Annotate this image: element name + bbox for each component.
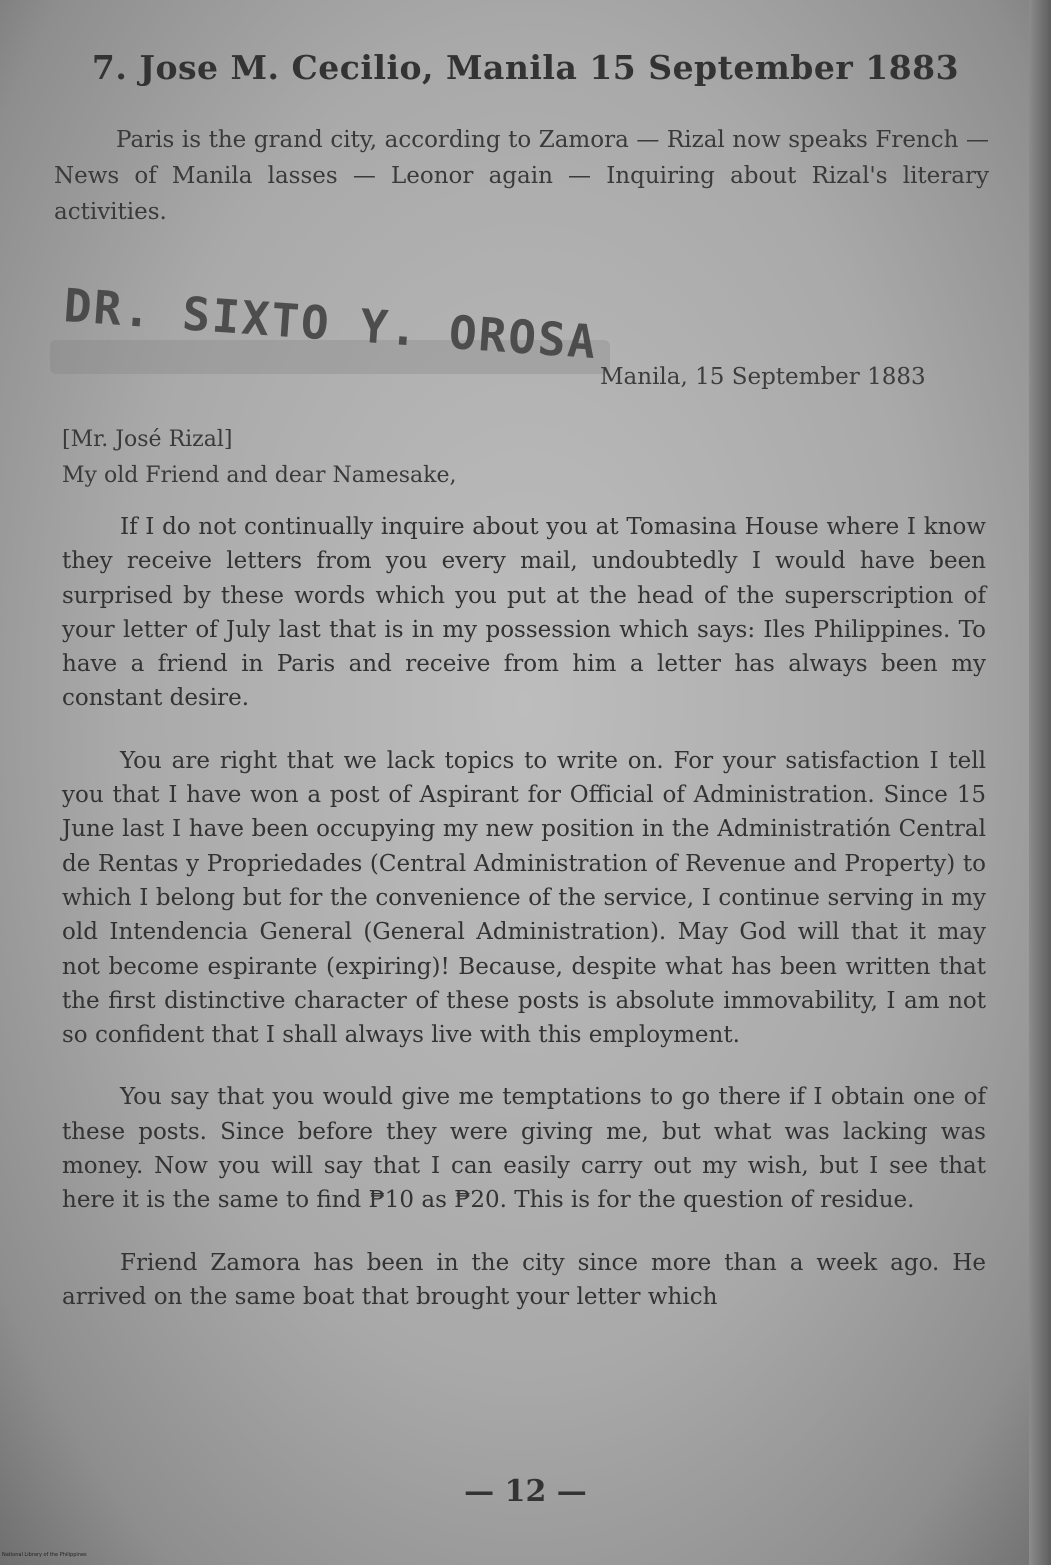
paragraph-1: If I do not continually inquire about you at Tomasina House where I know they receive letters from you every mail, undoubtedly I would have been surprised by these words which you put at the head of the superscription of your letter of July last that is in my possession which says: Iles Philippines. To have a friend in Paris and receive from him a letter has always been my constant desire. [62, 514, 986, 712]
letter-summary: Paris is the grand city, according to Zamora — Rizal now speaks French — News of Manila lasses — Leonor again — Inquiring about Rizal's literary activities. [54, 127, 989, 225]
paragraph-2: You are right that we lack topics to write on. For your satisfaction I tell you that I have won a post of Aspirant for Official of Administration. Since 15 June last I have been occupying my new position in the Administratión Central de Rentas y Propriedades (Central Administration of Revenue and Property) to which I belong but for the convenience of the service, I continue serving in my old Intendencia General (General Administration). May God will that it may not become espirante (expiring)! Because, despite what has been written that the first distinctive character of these posts is absolute immovability, I am not so confident that I shall always live with this employment. [62, 747, 986, 1049]
letter-body [62, 510, 986, 1342]
page-number: — 12 — [464, 1474, 587, 1509]
salutation: My old Friend and dear Namesake, [62, 463, 457, 488]
paragraph-4: Friend Zamora has been in the city since more than a week ago. He arrived on the same boat that brought your letter which [62, 1249, 986, 1310]
letter-dateline: Manila, 15 September 1883 [600, 364, 926, 390]
letter-heading: 7. Jose M. Cecilio, Manila 15 September 1883 [91, 48, 960, 87]
addressee-name: [Mr. José Rizal] [62, 427, 233, 452]
page-edge-shadow [1029, 0, 1051, 1565]
owner-stamp: DR. SIXTO Y. OROSA [62, 278, 600, 370]
scan-footer-note: National Library of the Philippines [2, 1552, 87, 1558]
letter-addressee [62, 422, 456, 494]
paragraph-3: You say that you would give me temptations to go there if I obtain one of these posts. Since before they were giving me, but what was lacking was money. Now you will say that I can easily carry out my wish, but I see that here it is the same to find ₱10 as ₱20. This is for the question of residue. [62, 1084, 986, 1214]
